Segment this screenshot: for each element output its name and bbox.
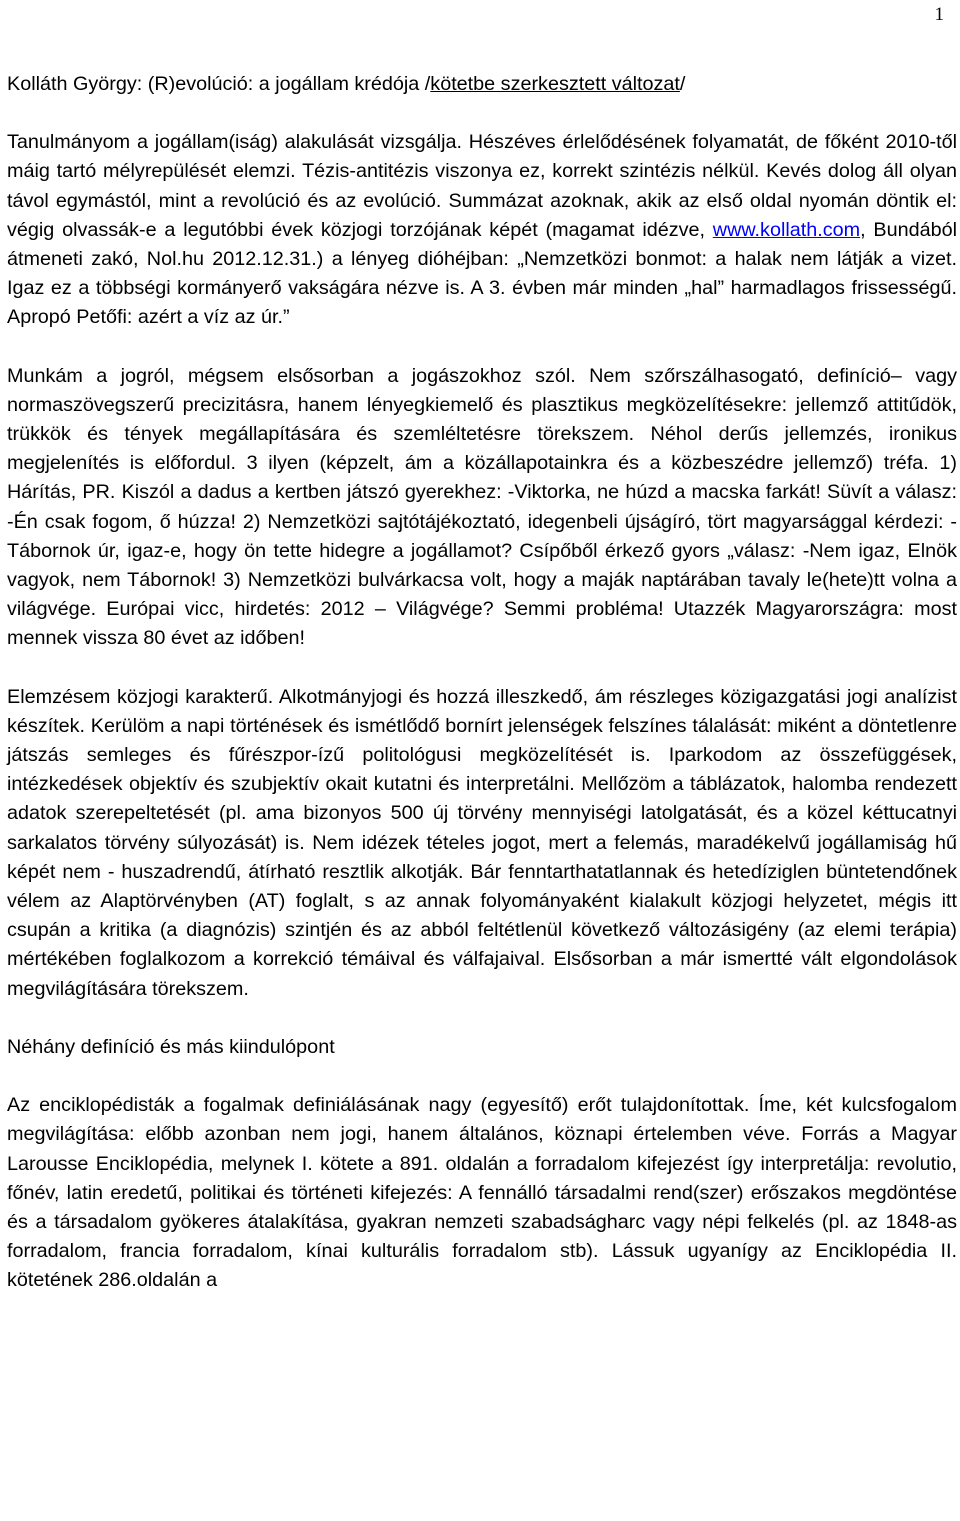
- title-prefix: Kolláth György: (R)evolúció: a jogállam krédója /: [7, 73, 431, 95]
- title-suffix: /: [679, 73, 686, 95]
- section-heading: Néhány definíció és más kiindulópont: [7, 1035, 335, 1058]
- paragraph-analysis: Elemzésem közjogi karakterű. Alkotmányjogi és hozzá illeszkedő, ám részleges közigazgatási jogi analízist készítek. Kerülöm a napi történések és ismétlődő bornírt jelenségek felszínes tálalását: miként a döntetlenre játszás semleges és fűrészpor-ízű politológusi megközelítését is. Iparkodom az összefüggések, intézkedések objektív és szubjektív okait kutatni és interpretálni. Mellőzöm a táblázatok, halomba rendezett adatok szerepeltetését (pl. ama bizonyos 500 új törvény mennyiségi latolgatását, és a közel kéttucatnyi sarkalatos törvény súlyozását) is. Nem idézek tételes jogot, mert a felemás, maradékelvű jogállamiság hű képét nem - huszadrendű, átírható resztlik alkotják. Bár fenntarthatatlannak és hetedíziglen büntetendőnek vélem az Alaptörvényben (AT) foglalt, s az annak folyományaként kialakult közjogi helyzetet, mégis itt csupán a kritika (a diagnózis) szintjén és az abból feltétlenül következő változásigény (az elemi terápia) mértékében foglalkozom a korrekció témáival és válfajaival. Elsősorban a már ismertté vált elgondolások megvilágítására törekszem.: [7, 685, 957, 1000]
- intro-paragraph: [7, 128, 957, 332]
- intro-text-before-link: Tanulmányom a jogállam(iság) alakulását vizsgálja. Hészéves érlelődésének folyamatát, de főként 2010-től máig tartó mélyrepülését elemzi. Tézis-antitézis viszonya ez, korrekt szintézis nélkül. Kevés dolog áll olyan távol egymástól, mint a revolúció és az evolúció. Summázat azoknak, akik az első oldal nyomán döntik el: végig olvassák-e a legutóbbi évek közjogi torzójának képét (magamat idézve,: [7, 131, 957, 241]
- kollath-website-link[interactable]: www.kollath.com: [712, 218, 861, 241]
- paragraph-jokes: Munkám a jogról, mégsem elsősorban a jogászokhoz szól. Nem szőrszálhasogató, definíció– vagy normaszövegszerű precizitásra, hanem lényegkiemelő és plasztikus megközelítésekre: jellemző attitűdök, trükkök és tények megállapítására és szemléltetésre törekszem. Néhol derűs jellemzés, ironikus megjelenítés is előfordul. 3 ilyen (képzelt, ám a közállapotainkra és a közbeszédre jellemző) tréfa. 1) Hárítás, PR. Kiszól a dadus a kertben játszó gyerekhez: -Viktorka, ne húzd a macska farkát! Süvít a válasz: -Én csak fogom, ő húzza! 2) Nemzetközi sajtótájékoztató, idegenbeli újságíró, tört magyarsággal kérdezi: -Tábornok úr, igaz-e, hogy ön tette hidegre a jogállamot? Csípőből érkező gyors „válasz: -Nem igaz, Elnök vagyok, nem Tábornok! 3) Nemzetközi bulvárkacsa volt, hogy a maják naptárában tavaly le(hete)tt volna a világvége. Európai vicc, hirdetés: 2012 – Világvége? Semmi probléma! Utazzék Magyarországra: most mennek vissza 80 évet az időben!: [7, 364, 957, 650]
- title-underlined: kötetbe szerkesztett változat: [430, 73, 680, 95]
- document-title: [7, 70, 957, 99]
- intro-text-after-link: , Bundából átmeneti zakó, Nol.hu 2012.12.31.) a lényeg dióhéjban: „Nemzetközi bonmot: a halak nem látják a vizet. Igaz ez a többségi kormányerő vakságára nézve is. A 3. évben már minden „hal” harmadlagos frissességű. Apropó Petőfi: azért a víz az úr.”: [7, 218, 957, 329]
- page-number: 1: [934, 4, 944, 25]
- paragraph-definitions: Az enciklopédisták a fogalmak definiálásának nagy (egyesítő) erőt tulajdonítottak. Íme, két kulcsfogalom megvilágítása: előbb azonban nem jogi, hanem általános, köznapi értelemben véve. Forrás a Magyar Larousse Enciklopédia, melynek I. kötete a 891. oldalán a forradalom kifejezést így interpretálja: revolutio, főnév, latin eredetű, politikai és történeti kifejezés: A fennálló társadalmi rend(szer) erőszakos megdöntése és a társadalom gyökeres átalakítása, gyakran nemzeti szabadságharc vagy népi felkelés (pl. az 1848-as forradalom, francia forradalom, kínai kulturális forradalom stb). Lássuk ugyanígy az Enciklopédia II. kötetének 286.oldalán a: [7, 1094, 957, 1292]
- document-body: [7, 70, 957, 1296]
